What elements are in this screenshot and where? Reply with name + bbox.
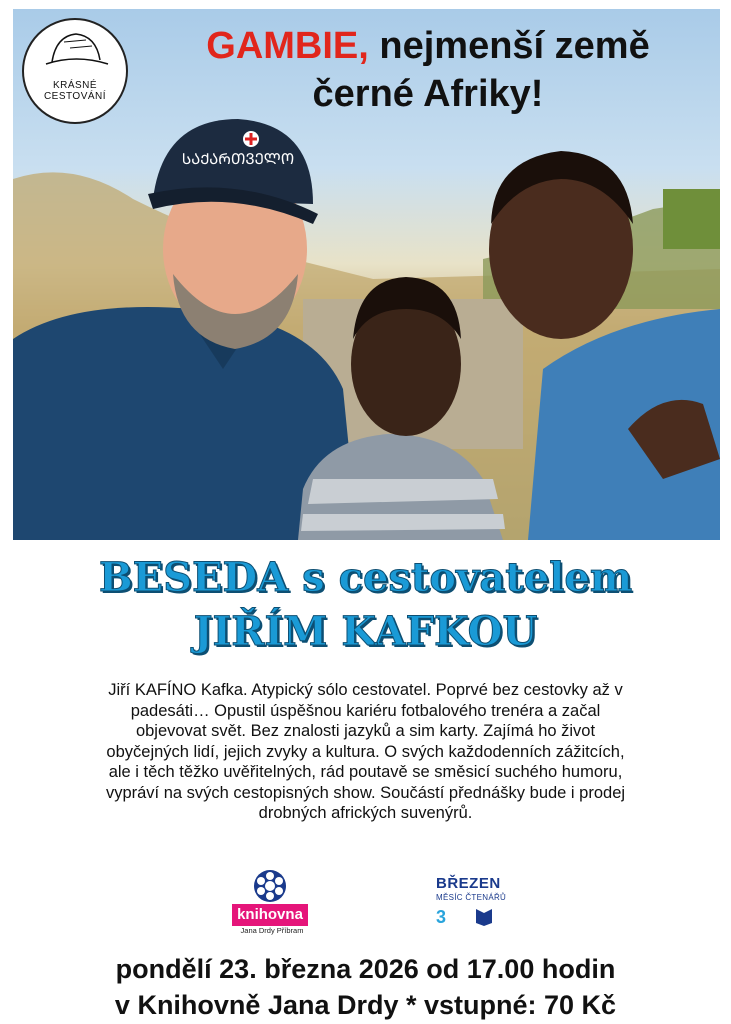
cap-sketch-icon [24,20,126,80]
campaign-subtitle: MĚSÍC ČTENÁŘŮ [436,893,507,902]
moon-book-icon [436,905,506,927]
cap-text: ᲡᲐᲥᲐᲠᲗᲕᲔᲚᲝ [181,150,295,168]
campaign-logo [436,875,516,935]
description: Jiří KAFÍNO Kafka. Atypický sólo cestovatel. Poprvé bez cestovky až v padesáti… Opustil úspěšnou kariéru fotbalového trenéra a začal objevovat svět. Bez znalosti jazyků a sim karty. Zajímá ho život obyčejných lidí, jejich zvyky a kultura. O svých každodenních zážitcích, ale i těch těžko uvěřitelných, rád poutavě se směsicí suchého humoru, vypráví na svých cestopisných show. Součástí přednášky bude i prodej drobných afrických suvenýrů. [105,681,626,822]
headline-line2: černé Afriky! [312,73,544,115]
flower-icon [250,868,290,904]
headline [148,22,708,118]
krasne-cestovani-logo [22,18,128,124]
campaign-number: 3 [436,907,447,927]
library-name: Jana Drdy Příbram [240,926,304,935]
campaign-title: BŘEZEN [436,875,501,892]
campaign-icons [436,905,516,927]
headline-rest: nejmenší země [379,25,650,67]
event-venue-price: v Knihovně Jana Drdy * vstupné: 70 Kč [114,990,617,1020]
event-title-line1: BESEDA s cestovatelem [98,554,633,601]
event-title-line2: JIŘÍM KAFKOU [193,608,538,655]
event-date: pondělí 23. března 2026 od 17.00 hodin [115,954,616,984]
headline-highlight: GAMBIE, [206,25,369,67]
library-badge: knihovna [232,904,308,926]
logo-text: KRÁSNÉ CESTOVÁNÍ [43,80,107,102]
library-logo [232,868,312,938]
headline-line1 [148,22,708,70]
